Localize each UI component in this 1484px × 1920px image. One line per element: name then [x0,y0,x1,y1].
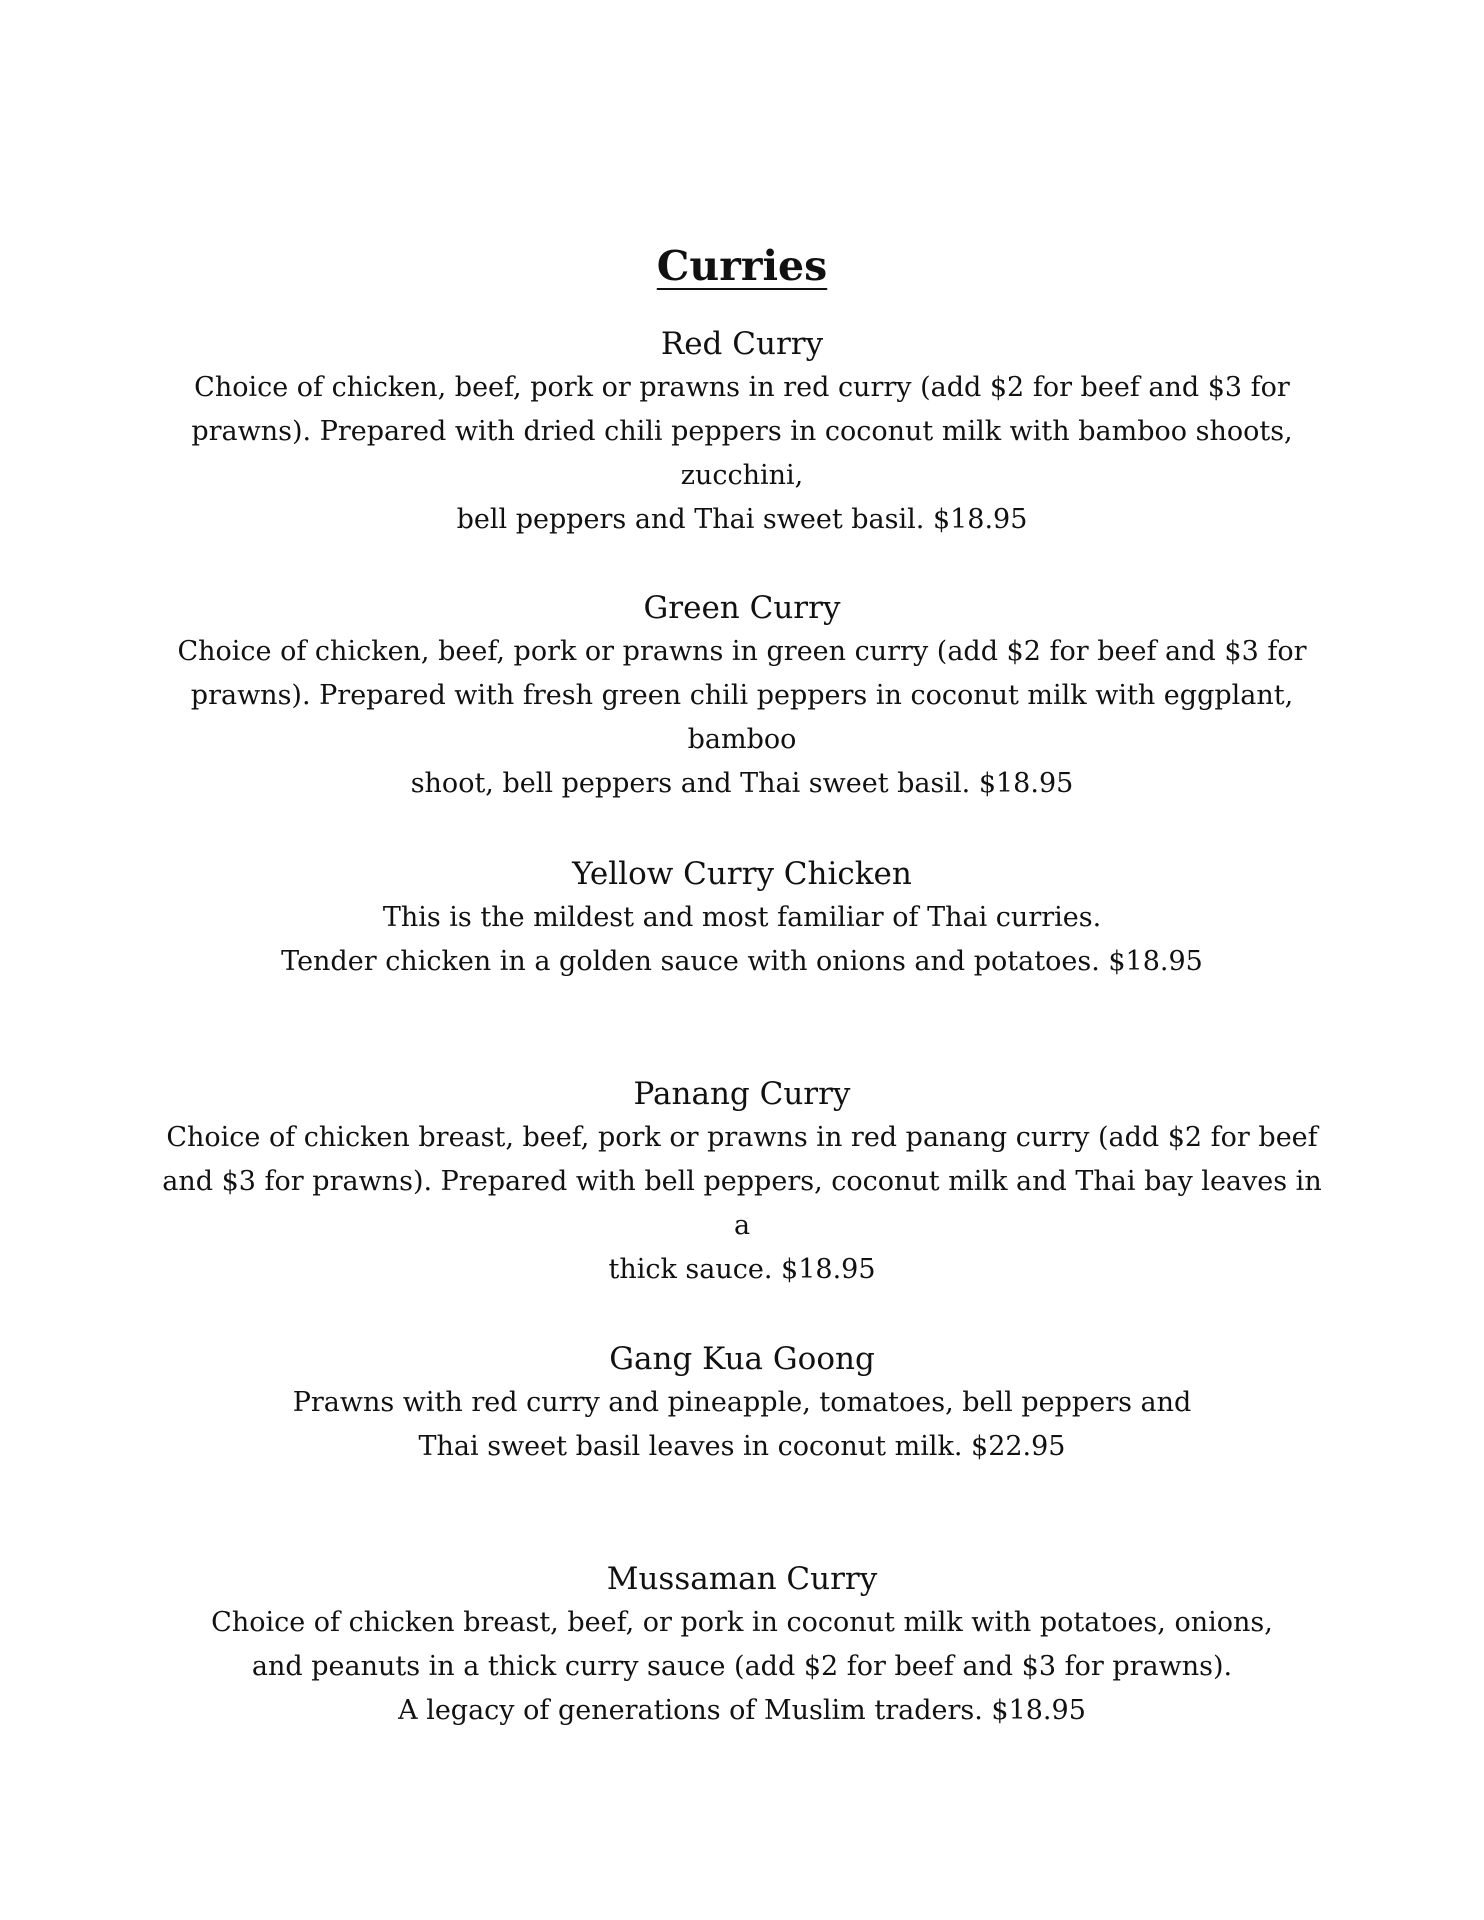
item-description [150,1601,1334,1733]
item-description [150,630,1334,806]
menu-item-mussaman-curry [150,1557,1334,1733]
menu-item-panang-curry [150,1072,1334,1292]
item-description [150,366,1334,542]
menu-item-green-curry [150,586,1334,806]
item-name: Red Curry [660,326,824,362]
item-name: Mussaman Curry [606,1561,878,1597]
menu-item-gang-kua-goong [150,1337,1334,1469]
item-description [150,1381,1334,1469]
item-name: Green Curry [643,590,841,626]
description-line: bell peppers and Thai sweet basil. $18.95 [456,504,1028,535]
description-line: Tender chicken in a golden sauce with onions and potatoes. $18.95 [281,946,1203,977]
description-line: Choice of chicken, beef, pork or prawns in red curry (add $2 for beef and $3 for [194,372,1290,403]
item-name: Panang Curry [633,1076,851,1112]
description-line: Choice of chicken breast, beef, or pork in coconut milk with potatoes, onions, [211,1607,1273,1638]
description-line: shoot, bell peppers and Thai sweet basil. $18.95 [410,768,1074,799]
description-line: A legacy of generations of Muslim traders. $18.95 [398,1695,1086,1726]
section-title: Curries [656,242,828,291]
description-line: This is the mildest and most familiar of Thai curries. [382,902,1102,933]
item-description [150,1116,1334,1292]
description-line: Choice of chicken, beef, pork or prawns in green curry (add $2 for beef and $3 for [177,636,1307,667]
description-line: Thai sweet basil leaves in coconut milk. $22.95 [418,1431,1066,1462]
description-line: prawns). Prepared with fresh green chili peppers in coconut milk with eggplant, bamboo [190,680,1294,755]
item-name: Gang Kua Goong [609,1341,875,1377]
description-line: and $3 for prawns). Prepared with bell peppers, coconut milk and Thai bay leaves in a [162,1166,1322,1241]
item-description [150,896,1334,984]
menu-item-yellow-curry-chicken [150,852,1334,984]
description-line: Prawns with red curry and pineapple, tomatoes, bell peppers and [292,1387,1192,1418]
description-line: Choice of chicken breast, beef, pork or prawns in red panang curry (add $2 for beef [166,1122,1318,1153]
description-line: and peanuts in a thick curry sauce (add $2 for beef and $3 for prawns). [251,1651,1233,1682]
description-line: prawns). Prepared with dried chili peppers in coconut milk with bamboo shoots, zucchini, [191,416,1293,491]
description-line: thick sauce. $18.95 [608,1254,876,1285]
item-name: Yellow Curry Chicken [572,856,912,892]
menu-item-red-curry [150,322,1334,542]
